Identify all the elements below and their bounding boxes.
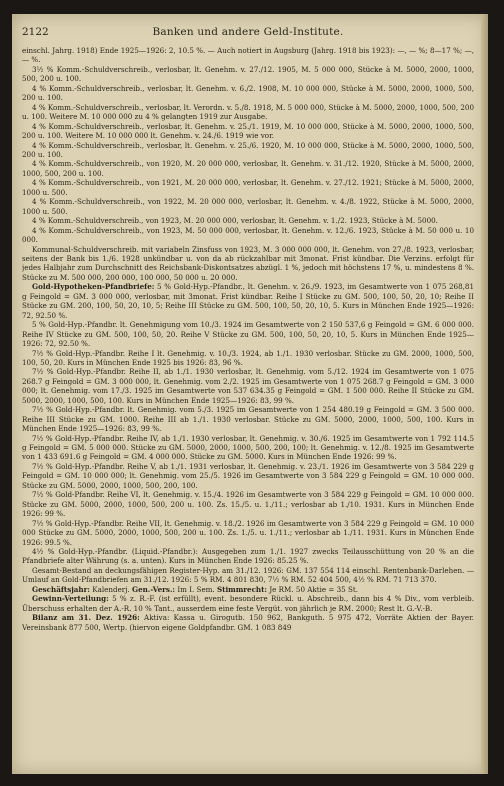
text-run: 7½ % Gold-Hyp.-Pfandbr. Reihe I lt. Genehmig. v. 10./3. 1924, ab 1./1. 1930 verlosbar. Stücke zu GM. 2000, 1000, 500, 100, 50, 20. Kurs in München Ende 1925 bis 1926: 83, 96 %. [22,348,474,367]
text-run: 4 % Komm.-Schuldverschreib., verlosbar, lt. Genehm. v. 6./2. 1908, M. 10 000 000, Stücke à M. 5000, 2000, 1000, 500, 200 u. 100. [22,83,474,103]
text-run: 5 % z. R.-F. (ist erfüllt), event. besondere Rückl. u. Abschreib., dann bis 4 % Div., vom verbleib. Überschuss erhalten der A.-R. 10 % Tant., ausserdem eine feste Vergüt. von jährlich je RM. 2000; Rest lt. G.-V.-B. [22,594,474,613]
text-run: Im I. Sem. [175,584,217,594]
paragraph [22,226,474,245]
paragraph [22,547,474,566]
paragraph [22,613,474,632]
text-run: 7½ % Gold-Hyp.-Pfandbr. Reihe II, ab 1./1. 1930 verlosbar, lt. Genehmig. vom 5./12. 1924 im Gesamtwerte von 1 075 268.7 g Feingold = GM. 3 000 000, lt. Genehmig. vom 2./2. 1925 im Gesamtwerte von 1 075 268.7 g Feingold = GM. 3 000 000; lt. Genehmig. vom 17./3. 1925 im Gesamtwerte von 537 634.35 g Feingold = GM. 1 500 000. Reihe II Stücke zu GM. 5000, 2000, 1000, 500, 100. Kurs in München Ende 1925—1926: 83, 99 %. [22,367,474,405]
text-run: 7½ % Gold-Hyp.-Pfandbr. Reihe V, ab 1./1. 1931 verlosbar, lt. Genehmig. v. 23./1. 1926 im Gesamtwerte von 3 584 229 g Feingold = GM. 10 000 000; lt. Genehmig. vom 25./5. 1926 im Gesamtwerte von 3 584 229 g Feingold = GM. 10 000 000. Stücke zu GM. 5000, 2000, 1000, 500, 200, 100. [22,461,474,490]
paragraph [22,122,474,141]
paragraph [22,65,474,84]
text-run: 4 % Komm.-Schuldverschreib., von 1923, M. 50 000 000, verlosbar, lt. Genehm. v. 12./6. 1923, Stücke à M. 50 000 u. 10 000. [22,225,474,245]
text-run: 4 % Komm.-Schuldverschreib., verlosbar, lt. Verordn. v. 5./8. 1918, M. 5 000 000, Stücke à M. 5000, 2000, 1000, 500, 200 u. 100. Weitere M. 10 000 000 zu 4 % gelangten 1919 zur Ausgabe. [22,102,474,122]
paragraph [22,159,474,178]
paragraph [22,349,474,368]
running-title: Banken und andere Geld-Institute. [152,26,344,38]
bold-heading: Geschäftsjahr: [32,584,91,594]
bold-heading: Gewinn-Verteilung: [32,594,109,604]
paragraph [22,566,474,585]
book-page [12,14,488,774]
text-run: 5 % Gold-Hyp.-Pfandbr. lt. Genehmigung vom 10./3. 1924 im Gesamtwerte von 2 150 537,6 g Feingold = GM. 6 000 000. Reihe IV Stücke zu GM. 500, 100, 50, 20. Reihe V Stücke zu GM. 500, 100, 50, 20, 10, 5. Kurs in München Ende 1925—1926: 72, 92.50 %. [22,320,474,349]
paragraph [22,434,474,462]
paragraph [22,178,474,197]
text-run: 4½ % Gold-Hyp.-Pfandbr. (Liquid.-Pfandbr.): Ausgegeben zum 1./1. 1927 zwecks Teilausschüttung von 20 % an die Pfandbriefe alter Währung (s. a. unten). Kurs in München Ende 1926: 85.25 %. [22,547,474,566]
paragraph [22,197,474,216]
text-run: 7½ % Gold-Hyp.-Pfandbr. lt. Genehmig. vom 5./3. 1925 im Gesamtwerte von 1 254 480.19 g Feingold = GM. 3 500 000. Reihe III Stücke zu GM. 1000. Reihe III ab 1./1. 1930 verlosbar. Stücke zu GM. 5000, 2000, 1000, 500, 100. Kurs in München Ende 1925—1926: 83, 99 %. [22,405,474,434]
paragraph [22,519,474,547]
paragraph [22,490,474,518]
page-number: 2122 [22,26,49,38]
paragraph [22,405,474,433]
text-run: Aktiva: Kassa u. Girogutb. 150 962, Bankguth. 5 975 472, Vorräte Aktien der Bayer. Vereinsbank 877 500, Wertp. (hiervon eigene Goldpfandbr. GM. 1 083 849 [22,613,474,632]
bold-heading: Gold-Hypotheken-Pfandbriefe: [32,282,155,292]
text-run: 4 % Komm.-Schuldverschreib., von 1922, M. 20 000 000, verlosbar, lt. Genehm. v. 4./8. 1922, Stücke à M. 5000, 2000, 1000 u. 500. [22,197,474,216]
text-run: Gesamt-Bestand an deckungsfähigen Register-Hyp. am 31./12. 1926: GM. 137 554 114 einschl. Rentenbank-Darlehen. — Umlauf an Gold-Pfandbriefen am 31./12. 1926: 5 % RM. 4 801 830, 7½ % RM. 52 404 500, 4½ % RM. 71 713 370. [22,565,474,585]
text-run: 7½ % Gold-Hyp.-Pfandbr. Reihe VII, lt. Genehmig. v. 18./2. 1926 im Gesamtwerte von 3 584 229 g Feingold = GM. 10 000 000 Stücke zu GM. 5000, 2000, 1000, 500, 200 u. 100. Zs. 1./5. u. 1./11.; verlosbar ab 1./11. 1931. Kurs in München Ende 1926: 99.5 %. [22,518,474,547]
paragraph [22,84,474,103]
page-header [22,24,474,40]
text-run: 7½ % Gold-Hyp.-Pfandbr. Reihe IV, ab 1./1. 1930 verlosbar, lt. Genehmig. v. 30./6. 1925 im Gesamtwerte von 1 792 114.5 g Feingold = GM. 5 000 000. Stücke zu GM. 5000, 2000, 1000, 500, 200, 100; lt. Genehmig. v. 12./8. 1925 im Gesamtwerte von 1 433 691.6 g Feingold = GM. 4 000 000. Stücke zu GM. 5000. Kurs in München Ende 1926: 99 %. [22,433,474,462]
text-run: Kommunal-Schuldverschreib. mit variabeln Zinsfuss von 1923, M. 3 000 000 000, lt. Genehm. von 27./8. 1923, verlosbar, seitens der Bank bis 1./6. 1928 unkündbar u. von da ab rückzahlbar mit 3monat. Frist kündbar. Die Verzins. erfolgt für jedes Halbjahr zum Durchschnitt des Reichsbank-Diskontsatzes abzügl. 1 %, jedoch mit höchstens 17 %, u. mindestens 8 %. Stücke zu M. 500 000, 200 000, 100 000, 50 000 u. 20 000. [22,244,474,282]
text-run: 4 % Komm.-Schuldverschreib., von 1920, M. 20 000 000, verlosbar, lt. Genehm. v. 31./12. 1920, Stücke à M. 5000, 2000, 1000, 500, 200 u. 100. [22,159,474,178]
text-run: 5 % Gold-Hyp.-Pfandbr., lt. Genehm. v. 26./9. 1923, im Gesamtwerte von 1 075 268,81 g Feingold = GM. 3 000 000, verlosbar, mit 3monat. Frist kündbar. Reihe I Stücke zu GM. 500, 100, 50, 20, 10; Reihe II Stücke zu GM. 200, 100, 50, 20, 10, 5; Reihe III Stücke zu GM. 500, 100, 50, 20, 10, 5. Kurs in München Ende 1925—1926: 72, 92.50 %. [22,282,474,320]
bold-heading: Bilanz am 31. Dez. 1926: [32,613,140,623]
body-text [22,46,474,766]
paragraph [22,216,474,225]
text-run: einschl. Jahrg. 1918) Ende 1925—1926: 2, 10.5 %. — Auch notiert in Augsburg (Jahrg. 1918 bis 1923): —, — %; 8—17 %; —, — %. [22,46,474,65]
text-run: 4 % Komm.-Schuldverschreib., verlosbar, lt. Genehm. v. 25./6. 1920, M. 10 000 000, Stücke à M. 5000, 2000, 1000, 500, 200 u. 100. [22,140,474,159]
text-run: Je RM. 50 Aktie = 35 St. [267,584,359,594]
text-run: 4 % Komm.-Schuldverschreib., von 1921, M. 20 000 000, verlosbar, lt. Genehm. v. 27./12. 1921; Stücke à M. 5000, 2000, 1000 u. 500. [22,178,474,197]
bold-heading: Stimmrecht: [216,584,268,594]
paragraph [22,462,474,490]
paragraph [22,141,474,160]
paragraph [22,594,474,613]
text-run: 4 % Komm.-Schuldverschreib., verlosbar, lt. Genehm. v. 25./1. 1919, M. 10 000 000, Stücke à M. 5000, 2000, 1000, 500, 200 u. 100. Weitere M. 10 000 000 lt. Genehm. v. 24./6. 1919 wie vor. [22,121,474,141]
page-edge [481,14,488,774]
text-run: 7½ % Gold-Pfandbr. Reihe VI, lt. Genehmig. v. 15./4. 1926 im Gesamtwerte von 3 584 229 g Feingold = GM. 10 000 000. Stücke zu GM. 5000, 2000, 1000, 500, 200 u. 100. Zs. 15./5. u. 1./11.; verlosbar ab 1./10. 1931. Kurs in München Ende 1926: 99 %. [22,490,474,519]
text-run: 4 % Komm.-Schuldverschreib., von 1923, M. 20 000 000, verlosbar, lt. Genehm. v. 1./2. 1923, Stücke à M. 5000. [32,216,438,226]
paragraph [22,103,474,122]
text-run: Kalenderj. [90,584,132,594]
paragraph [22,282,474,320]
paragraph [22,585,474,594]
paragraph [22,245,474,283]
paragraph [22,320,474,348]
paragraph [22,46,474,65]
paragraph [22,367,474,405]
text-run: 3½ % Komm.-Schuldverschreib., verlosbar, lt. Genehm. v. 27./12. 1905, M. 5 000 000, Stücke à M. 5000, 2000, 1000, 500, 200 u. 100. [22,64,474,84]
bold-heading: Gen.-Vers.: [131,584,176,594]
